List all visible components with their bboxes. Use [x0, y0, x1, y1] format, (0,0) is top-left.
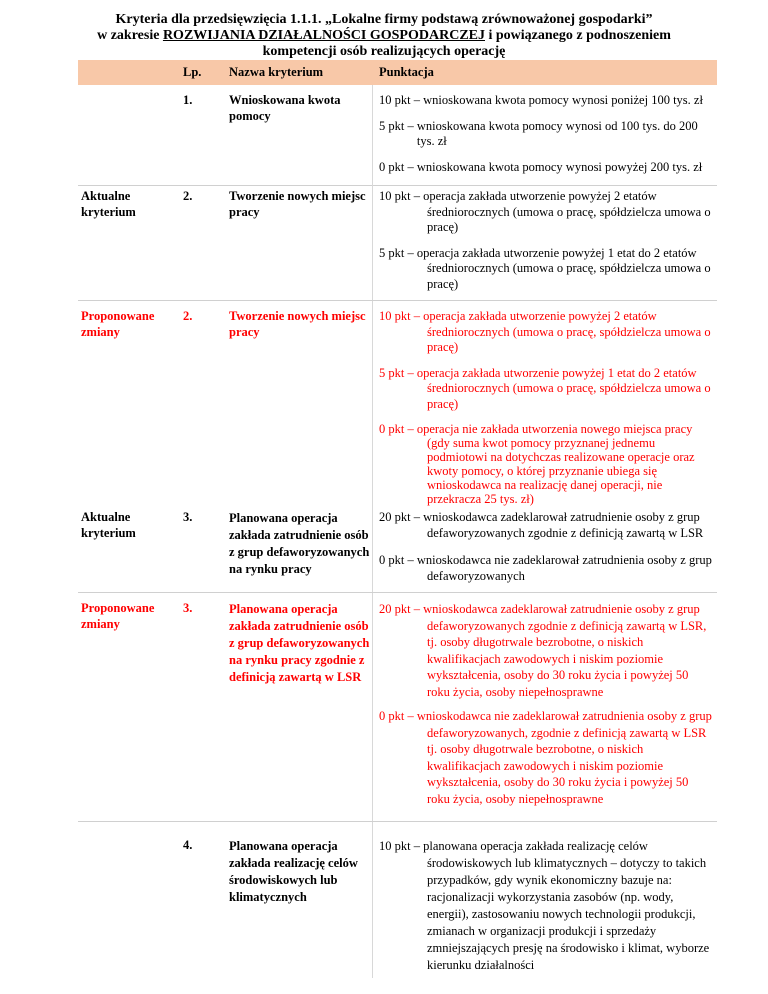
table-header-row [78, 60, 717, 85]
row-criterion-name: Wnioskowana kwota pomocy [229, 93, 341, 123]
title-line-3: kompetencji osób realizujących operację [262, 44, 506, 59]
row-criterion-name: Tworzenie nowych miejsc pracy [229, 309, 366, 339]
row-label: Proponowane zmiany [78, 593, 174, 822]
title-underlined-phrase: ROZWIJANIA DZIAŁALNOŚCI GOSPODARCZEJ [162, 28, 485, 43]
row-lp: 3. [174, 508, 219, 593]
score-option [379, 160, 713, 176]
score-key: 10 pkt – [379, 93, 424, 107]
score-key: 0 pkt – [379, 159, 417, 174]
table-row [78, 593, 717, 822]
header-lp: Lp. [174, 60, 219, 85]
score-text: wnioskowana kwota pomocy wynosi powyżej 200 tys. zł [416, 159, 703, 174]
row-label [78, 822, 174, 979]
row-label: Aktualne kryterium [78, 186, 174, 301]
row-label: Proponowane zmiany [81, 309, 155, 339]
row-label [78, 85, 174, 186]
score-option: 0 pkt – wnioskodawca nie zadeklarował zatrudnienia osoby z grup defaworyzowanych [379, 553, 712, 583]
title-line-2 [0, 28, 768, 44]
row-criterion-name: Planowana operacja zakłada zatrudnienie osób z grup defaworyzowanych na rynku pracy zgodnie z definicją zawartą w LSR [219, 593, 373, 822]
row-points [373, 85, 718, 186]
score-key: 5 pkt – [379, 118, 417, 133]
score-option: 10 pkt – operacja zakłada utworzenie powyżej 2 etatów średniorocznych (umowa o pracę, spółdzielcza umowa o pracę) [379, 309, 711, 354]
document-title [0, 12, 768, 60]
criteria-table [78, 60, 717, 978]
score-option [379, 119, 713, 150]
row-lp: 2. [174, 186, 219, 301]
score-option: 0 pkt – wnioskodawca nie zadeklarował zatrudnienia osoby z grup defaworyzowanych, zgodnie z definicją zawartą w LSR tj. osoby długotrwale bezrobotne, o niskich kwalifikacjach zawodowych i niskim poziomie wykształcenia, osoby do 30 roku życia i powyżej 50 roku życia, osoby niepełnosprawne [379, 709, 712, 806]
score-option: 5 pkt – operacja zakłada utworzenie powyżej 1 etat do 2 etatów średniorocznych (umowa o pracę, spółdzielcza umowa o pracę) [379, 365, 711, 411]
row-lp: 2. [183, 309, 193, 323]
table-row [78, 186, 717, 301]
row-points [373, 822, 718, 979]
title-line-2-prefix: w zakresie [97, 28, 163, 43]
score-option: 20 pkt – wnioskodawca zadeklarował zatrudnienie osoby z grup defaworyzowanych zgodnie z definicją zawartą w LSR [379, 510, 704, 540]
header-points: Punktacja [373, 60, 718, 85]
row-criterion-name: Planowana operacja zakłada realizację celów środowiskowych lub klimatycznych [229, 839, 358, 904]
header-label-cell [78, 60, 174, 85]
row-lp: 1. [183, 93, 193, 107]
table-row [78, 822, 717, 979]
row-lp: 3. [174, 593, 219, 822]
row-points [373, 301, 718, 509]
score-text: wnioskowana kwota pomocy wynosi poniżej 100 tys. zł [423, 93, 703, 107]
row-points [373, 186, 718, 301]
score-option: 5 pkt – operacja zakłada utworzenie powyżej 1 etat do 2 etatów średniorocznych (umowa o pracę, spółdzielcza umowa o pracę) [379, 245, 711, 291]
score-option: 10 pkt – operacja zakłada utworzenie powyżej 2 etatów średniorocznych (umowa o pracę, spółdzielcza umowa o pracę) [379, 189, 711, 234]
score-option: 20 pkt – wnioskodawca zadeklarował zatrudnienie osoby z grup defaworyzowanych zgodnie z definicją zawartą w LSR, tj. osoby długotrwale bezrobotne, o niskich kwalifikacjach zawodowych i niskim poziomie wykształcenia, osoby do 30 roku życia i powyżej 50 roku życia, osoby niepełnosprawne [379, 602, 707, 699]
table-row [78, 301, 717, 509]
row-lp: 4. [183, 838, 193, 852]
row-criterion-name: Tworzenie nowych miejsc pracy [219, 186, 373, 301]
score-option: 0 pkt – operacja nie zakłada utworzenia nowego miejsca pracy (gdy suma kwot pomocy przyznanej jednemu podmiotowi na dotychczas realizowane operacje oraz kwoty pomocy, o której przyznanie ubiega się wnioskodawca na realizację danej operacji, nie przekracza 25 tys. zł) [379, 422, 695, 506]
score-option [379, 93, 713, 109]
title-line-1: Kryteria dla przedsięwzięcia 1.1.1. „Lokalne firmy podstawą zrównoważonej gospodarki” [115, 12, 653, 27]
row-criterion-name: Planowana operacja zakłada zatrudnienie osób z grup defaworyzowanych na rynku pracy [219, 508, 373, 593]
row-points [373, 593, 718, 822]
title-line-2-suffix: i powiązanego z podnoszeniem [485, 28, 671, 43]
row-points [373, 508, 718, 593]
score-text: wnioskowana kwota pomocy wynosi od 100 tys. do 200 tys. zł [416, 118, 698, 148]
table-row [78, 85, 717, 186]
score-option: 10 pkt – planowana operacja zakłada realizację celów środowiskowych lub klimatycznych – dotyczy to takich przypadków, gdy wynik ekonomiczny bazuje na: racjonalizacji wykorzystania zasobów (np. wody, energii), zastosowaniu nowych technologii produkcji, zmianach w organizacji produkcji i sprzedaży zmniejszających presję na środowisko i klimat, wyborze kierunku działalności [379, 839, 710, 972]
row-label: Aktualne kryterium [78, 508, 174, 593]
table-row [78, 508, 717, 593]
header-name: Nazwa kryterium [219, 60, 373, 85]
